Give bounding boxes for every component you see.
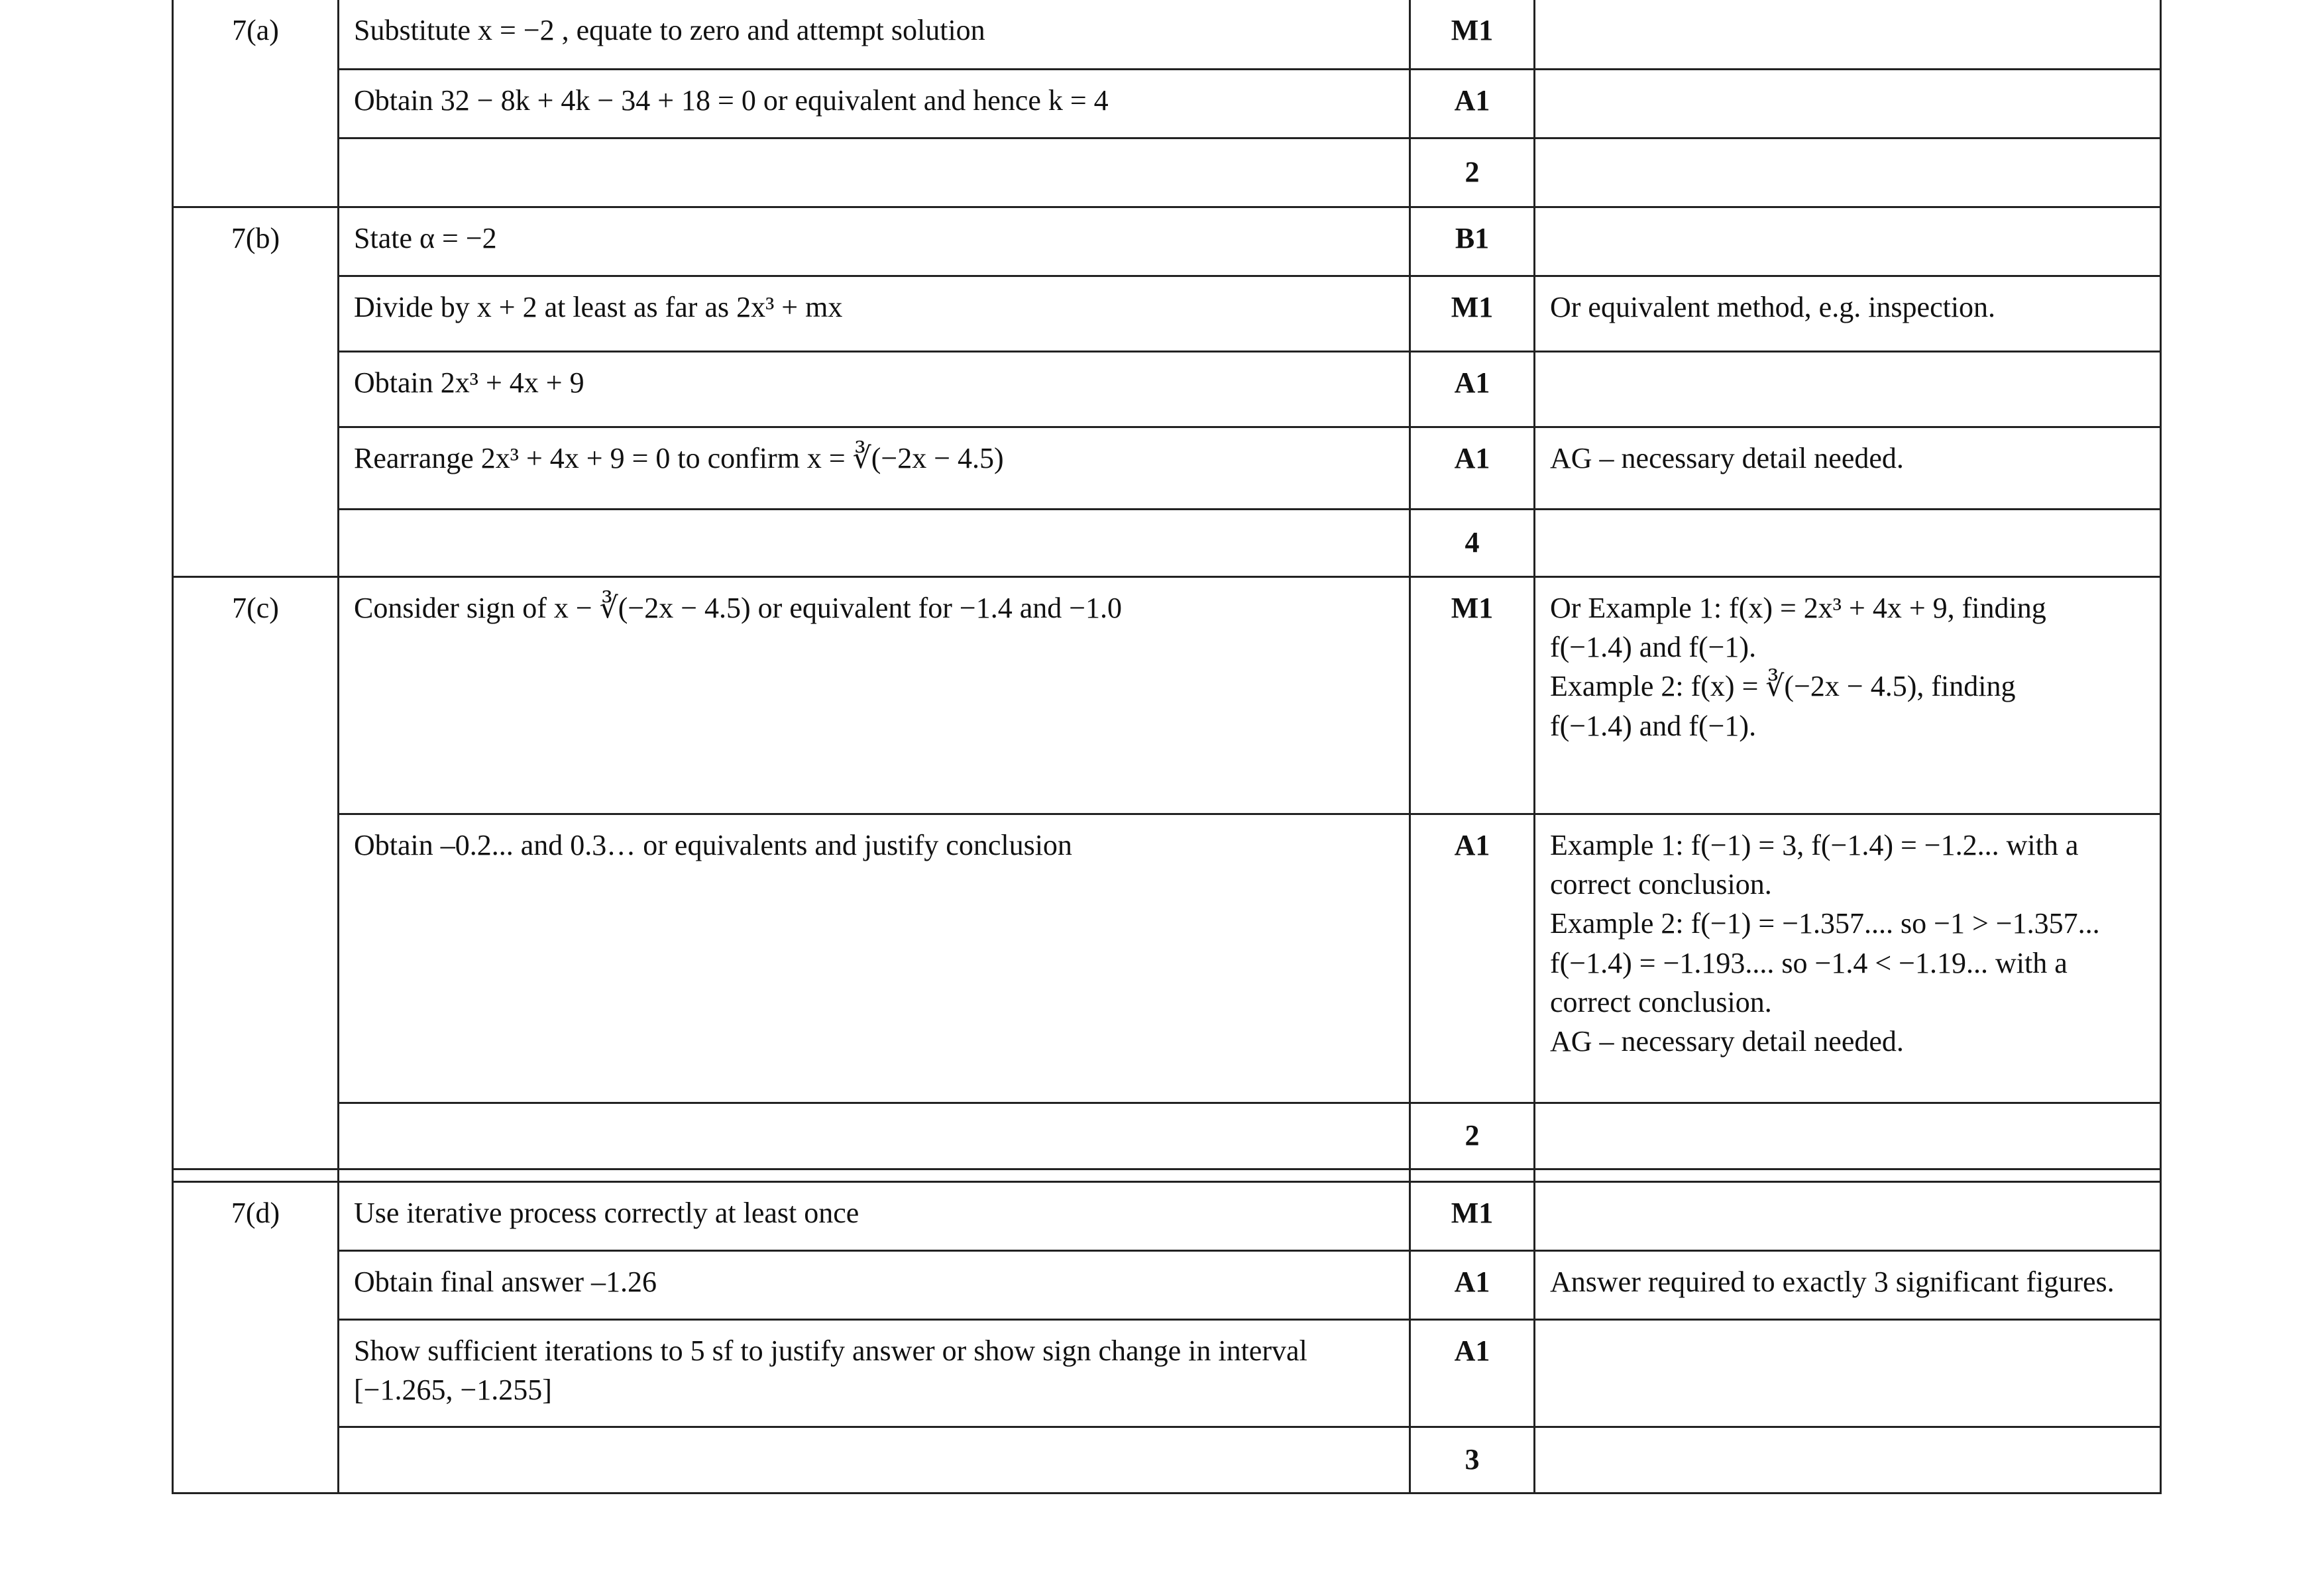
answer-cell: Obtain 2x³ + 4x + 9 bbox=[339, 351, 1410, 427]
table-row bbox=[173, 1250, 2161, 1319]
guidance-line: f(−1.4) = −1.193.... so −1.4 < −1.19... with a bbox=[1550, 946, 2068, 979]
guidance-cell bbox=[1535, 0, 2161, 69]
guidance-cell bbox=[1535, 1427, 2161, 1493]
table-row bbox=[173, 351, 2161, 427]
answer-cell bbox=[339, 509, 1410, 576]
total-marks: 3 bbox=[1410, 1427, 1535, 1493]
answer-text: Substitute x = −2 , equate to zero and attempt solution bbox=[354, 14, 985, 46]
guidance-cell bbox=[1535, 509, 2161, 576]
answer-cell bbox=[339, 1103, 1410, 1169]
question-label: 7(a) bbox=[173, 0, 339, 207]
divider-cell bbox=[339, 1169, 1410, 1181]
table-row bbox=[173, 276, 2161, 351]
answer-cell: Obtain final answer –1.26 bbox=[339, 1250, 1410, 1319]
answer-cell: Consider sign of x − ∛(−2x − 4.5) or equivalent for −1.4 and −1.0 bbox=[339, 576, 1410, 814]
table-row bbox=[173, 1181, 2161, 1250]
mark-cell: A1 bbox=[1410, 427, 1535, 509]
guidance-line: Example 2: f(−1) = −1.357.... so −1 > −1.357... bbox=[1550, 907, 2100, 940]
guidance-cell bbox=[1535, 1181, 2161, 1250]
guidance-line: Example 2: f(x) = ∛(−2x − 4.5), finding bbox=[1550, 670, 2016, 703]
guidance-line: Or Example 1: f(x) = 2x³ + 4x + 9, finding bbox=[1550, 591, 2046, 624]
guidance-line: correct conclusion. bbox=[1550, 986, 1772, 1019]
guidance-line: Example 1: f(−1) = 3, f(−1.4) = −1.2... with a bbox=[1550, 828, 2079, 861]
divider-cell bbox=[173, 1169, 339, 1181]
question-label: 7(c) bbox=[173, 576, 339, 1169]
table-row bbox=[173, 427, 2161, 509]
mark-cell: M1 bbox=[1410, 276, 1535, 351]
total-marks: 4 bbox=[1410, 509, 1535, 576]
guidance-cell bbox=[1535, 1103, 2161, 1169]
mark-scheme-sheet bbox=[172, 0, 2160, 1494]
mark-cell: M1 bbox=[1410, 576, 1535, 814]
guidance-cell bbox=[1535, 1319, 2161, 1427]
table-row bbox=[173, 69, 2161, 138]
total-row bbox=[173, 138, 2161, 207]
guidance-line: f(−1.4) and f(−1). bbox=[1550, 709, 1757, 742]
answer-cell: Obtain –0.2... and 0.3… or equivalents and justify conclusion bbox=[339, 814, 1410, 1103]
answer-cell: Obtain 32 − 8k + 4k − 34 + 18 = 0 or equivalent and hence k = 4 bbox=[339, 69, 1410, 138]
question-label: 7(b) bbox=[173, 207, 339, 576]
table-row bbox=[173, 814, 2161, 1103]
answer-cell: Show sufficient iterations to 5 sf to justify answer or show sign change in interval [−1.265, −1.255] bbox=[339, 1319, 1410, 1427]
guidance-cell bbox=[1535, 138, 2161, 207]
divider-cell bbox=[1535, 1169, 2161, 1181]
mark-cell: A1 bbox=[1410, 69, 1535, 138]
answer-cell: Rearrange 2x³ + 4x + 9 = 0 to confirm x = ∛(−2x − 4.5) bbox=[339, 427, 1410, 509]
guidance-line: correct conclusion. bbox=[1550, 867, 1772, 900]
mark-cell: B1 bbox=[1410, 207, 1535, 276]
table-row bbox=[173, 0, 2161, 69]
guidance-cell bbox=[1535, 207, 2161, 276]
guidance-cell: Answer required to exactly 3 significant figures. bbox=[1535, 1250, 2161, 1319]
guidance-cell bbox=[1535, 576, 2161, 814]
guidance-cell bbox=[1535, 814, 2161, 1103]
mark-cell: M1 bbox=[1410, 0, 1535, 69]
mark-scheme-table bbox=[172, 0, 2162, 1494]
guidance-cell: AG – necessary detail needed. bbox=[1535, 427, 2161, 509]
total-marks: 2 bbox=[1410, 138, 1535, 207]
total-row bbox=[173, 1103, 2161, 1169]
total-marks: 2 bbox=[1410, 1103, 1535, 1169]
mark-cell: A1 bbox=[1410, 1250, 1535, 1319]
total-row bbox=[173, 509, 2161, 576]
answer-cell bbox=[339, 0, 1410, 69]
section-divider bbox=[173, 1169, 2161, 1181]
answer-cell bbox=[339, 138, 1410, 207]
mark-cell: A1 bbox=[1410, 1319, 1535, 1427]
answer-cell: State α = −2 bbox=[339, 207, 1410, 276]
guidance-line: AG – necessary detail needed. bbox=[1550, 1025, 1904, 1058]
divider-cell bbox=[1410, 1169, 1535, 1181]
table-row bbox=[173, 207, 2161, 276]
answer-cell bbox=[339, 1427, 1410, 1493]
table-row bbox=[173, 1319, 2161, 1427]
guidance-line: f(−1.4) and f(−1). bbox=[1550, 630, 1757, 663]
guidance-cell: Or equivalent method, e.g. inspection. bbox=[1535, 276, 2161, 351]
mark-cell: M1 bbox=[1410, 1181, 1535, 1250]
mark-cell: A1 bbox=[1410, 814, 1535, 1103]
guidance-cell bbox=[1535, 69, 2161, 138]
guidance-cell bbox=[1535, 351, 2161, 427]
mark-cell: A1 bbox=[1410, 351, 1535, 427]
answer-cell: Divide by x + 2 at least as far as 2x³ + mx bbox=[339, 276, 1410, 351]
total-row bbox=[173, 1427, 2161, 1493]
answer-cell: Use iterative process correctly at least once bbox=[339, 1181, 1410, 1250]
question-label: 7(d) bbox=[173, 1181, 339, 1493]
table-row bbox=[173, 576, 2161, 814]
